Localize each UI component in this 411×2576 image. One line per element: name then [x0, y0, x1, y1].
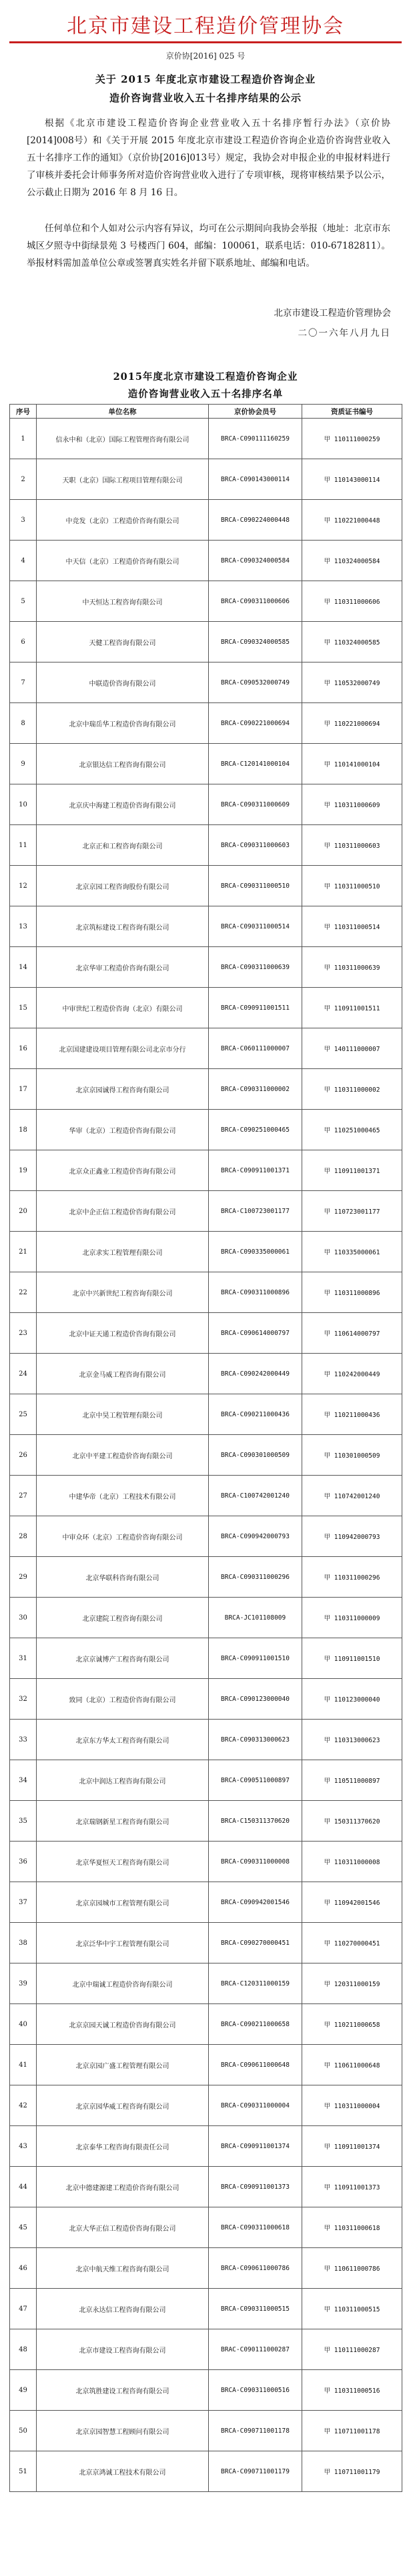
table-row	[10, 2411, 402, 2451]
cell-company-name: 北京筑胜建设工程咨询有限公司	[37, 2370, 209, 2411]
cell-cert-no: 甲 110311000514	[302, 906, 402, 947]
cell-cert-no: 甲 110311000896	[302, 1272, 402, 1313]
cell-company-name: 北京金马威工程咨询有限公司	[37, 1354, 209, 1394]
cell-company-name: 北京京鸿诚工程技术有限公司	[37, 2451, 209, 2492]
table-row	[10, 1110, 402, 1150]
cell-cert-no: 甲 110311000515	[302, 2289, 402, 2329]
table-row	[10, 1557, 402, 1598]
column-header-cert-no: 资质证书编号	[302, 405, 402, 419]
table-row	[10, 2126, 402, 2167]
cell-member-code: BRCA-C090242000449	[209, 1354, 302, 1394]
cell-member-code: BRCA-C100742001240	[209, 1476, 302, 1516]
cell-member-code: BRCA-C090311000004	[209, 2085, 302, 2126]
cell-cert-no: 甲 110335000061	[302, 1232, 402, 1272]
table-row	[10, 1679, 402, 1720]
notice-paragraph-2: 任何单位和个人如对公示内容有异议，均可在公示期间向我协会举报（地址：北京市东城区夕照寺中街绿景苑 3 号楼西门 604，邮编：100061，联系电话：010-67182811）。举报材料需加盖单位公章或签署真实姓名并留下联系地址、邮编和电话。	[27, 223, 390, 269]
cell-company-name: 北京求实工程管理有限公司	[37, 1232, 209, 1272]
notice-title-line1: 关于 2015 年度北京市建设工程造价咨询企业	[95, 73, 316, 85]
cell-company-name: 华审（北京）工程造价咨询有限公司	[37, 1110, 209, 1150]
cell-member-code: BRCA-C090311000514	[209, 906, 302, 947]
cell-company-name: 北京京园城市工程管理有限公司	[37, 1882, 209, 1923]
table-row	[10, 541, 402, 581]
notice-title-line2: 造价咨询营业收入五十名排序结果的公示	[109, 92, 302, 104]
cell-member-code: BRCA-C090211000436	[209, 1394, 302, 1435]
cell-no: 21	[10, 1232, 37, 1272]
cell-cert-no: 甲 110311000606	[302, 581, 402, 622]
cell-cert-no: 甲 110270000451	[302, 1923, 402, 1963]
cell-member-code: BRCA-C090270000451	[209, 1923, 302, 1963]
cell-cert-no: 甲 110324000584	[302, 541, 402, 581]
cell-no: 13	[10, 906, 37, 947]
cell-member-code: BRCA-C090324000584	[209, 541, 302, 581]
cell-member-code: BRCA-C100723001177	[209, 1191, 302, 1232]
cell-no: 14	[10, 947, 37, 988]
cell-member-code: BRCA-C090611000648	[209, 2045, 302, 2085]
cell-member-code: BRCA-C090311000639	[209, 947, 302, 988]
table-row	[10, 1598, 402, 1638]
cell-cert-no: 甲 110301000509	[302, 1435, 402, 1476]
cell-member-code: BRCA-C150311370620	[209, 1801, 302, 1842]
cell-company-name: 中建华帝（北京）工程技术有限公司	[37, 1476, 209, 1516]
cell-cert-no: 甲 110324000585	[302, 622, 402, 662]
cell-member-code: BRCA-C090335000061	[209, 1232, 302, 1272]
table-row	[10, 1272, 402, 1313]
cell-company-name: 北京筑标建设工程咨询有限公司	[37, 906, 209, 947]
ranking-table-body	[10, 419, 402, 2492]
cell-no: 41	[10, 2045, 37, 2085]
cell-no: 50	[10, 2411, 37, 2451]
cell-company-name: 北京国建建设项目管理有限公司北京市分行	[37, 1028, 209, 1069]
list-title-line1: 2015年度北京市建设工程造价咨询企业	[113, 371, 298, 383]
column-header-name: 单位名称	[37, 405, 209, 419]
cell-member-code: BRAC-C090111000287	[209, 2329, 302, 2370]
cell-member-code: BRCA-C090614000797	[209, 1313, 302, 1354]
cell-member-code: BRCA-C090143000114	[209, 459, 302, 500]
table-row	[10, 2289, 402, 2329]
table-row	[10, 459, 402, 500]
document-number: 京价协[2016] 025 号	[165, 51, 246, 61]
column-header-member-code: 京价协会员号	[209, 405, 302, 419]
table-row	[10, 2167, 402, 2207]
cell-cert-no: 甲 110311000002	[302, 1069, 402, 1110]
cell-member-code: BRCA-C090224000448	[209, 500, 302, 541]
cell-no: 40	[10, 2004, 37, 2045]
cell-company-name: 北京中昊工程管理有限公司	[37, 1394, 209, 1435]
cell-company-name: 北京华夏恒天工程咨询有限公司	[37, 1842, 209, 1882]
cell-cert-no: 甲 110311000609	[302, 784, 402, 825]
cell-member-code: BRCA-C120141000104	[209, 744, 302, 784]
cell-cert-no: 甲 110311000009	[302, 1598, 402, 1638]
cell-company-name: 北京京园诚得工程咨询有限公司	[37, 1069, 209, 1110]
cell-company-name: 中联造价咨询有限公司	[37, 662, 209, 703]
table-row	[10, 1516, 402, 1557]
cell-company-name: 北京中润达工程咨询有限公司	[37, 1760, 209, 1801]
cell-member-code: BRCA-C090311000609	[209, 784, 302, 825]
cell-company-name: 北京建院工程咨询有限公司	[37, 1598, 209, 1638]
cell-cert-no: 甲 110123000040	[302, 1679, 402, 1720]
cell-company-name: 北京京园天诚工程造价咨询有限公司	[37, 2004, 209, 2045]
cell-no: 51	[10, 2451, 37, 2492]
cell-company-name: 北京中航天维工程咨询有限公司	[37, 2248, 209, 2289]
cell-no: 35	[10, 1801, 37, 1842]
cell-member-code: BRCA-C120311000159	[209, 1963, 302, 2004]
cell-no: 6	[10, 622, 37, 662]
table-row	[10, 1232, 402, 1272]
table-header-row	[10, 405, 402, 419]
cell-member-code: BRCA-C090311000618	[209, 2207, 302, 2248]
table-row	[10, 1191, 402, 1232]
cell-member-code: BRCA-C090111160259	[209, 419, 302, 459]
cell-cert-no: 甲 110311000618	[302, 2207, 402, 2248]
cell-member-code: BRCA-C090311000516	[209, 2370, 302, 2411]
table-row	[10, 1882, 402, 1923]
cell-no: 24	[10, 1354, 37, 1394]
cell-company-name: 中竞发（北京）工程造价咨询有限公司	[37, 500, 209, 541]
cell-company-name: 北京京园广盛工程管理有限公司	[37, 2045, 209, 2085]
cell-no: 45	[10, 2207, 37, 2248]
cell-member-code: BRCA-C090311000515	[209, 2289, 302, 2329]
cell-company-name: 北京京园华威工程咨询有限公司	[37, 2085, 209, 2126]
cell-cert-no: 甲 110742001240	[302, 1476, 402, 1516]
cell-cert-no: 甲 110221000448	[302, 500, 402, 541]
cell-no: 23	[10, 1313, 37, 1354]
cell-company-name: 北京众正鑫业工程造价咨询有限公司	[37, 1150, 209, 1191]
cell-member-code: BRCA-C060111000007	[209, 1028, 302, 1069]
cell-cert-no: 甲 110711001179	[302, 2451, 402, 2492]
cell-company-name: 北京银达信工程咨询有限公司	[37, 744, 209, 784]
cell-member-code: BRCA-C090324000585	[209, 622, 302, 662]
table-row	[10, 744, 402, 784]
cell-cert-no: 甲 110313000623	[302, 1720, 402, 1760]
list-title-line2: 造价咨询营业收入五十名排序名单	[127, 389, 284, 400]
cell-company-name: 致同（北京）工程造价咨询有限公司	[37, 1679, 209, 1720]
table-row	[10, 622, 402, 662]
cell-no: 17	[10, 1069, 37, 1110]
cell-no: 20	[10, 1191, 37, 1232]
table-row	[10, 1150, 402, 1191]
cell-no: 47	[10, 2289, 37, 2329]
table-row	[10, 2004, 402, 2045]
table-row	[10, 2370, 402, 2411]
cell-no: 46	[10, 2248, 37, 2289]
cell-company-name: 中审世纪工程造价咨询（北京）有限公司	[37, 988, 209, 1028]
cell-no: 28	[10, 1516, 37, 1557]
cell-member-code: BRCA-C090311000606	[209, 581, 302, 622]
cell-cert-no: 甲 110311000639	[302, 947, 402, 988]
cell-member-code: BRCA-C090311000603	[209, 825, 302, 866]
cell-no: 19	[10, 1150, 37, 1191]
cell-company-name: 北京华审工程造价咨询有限公司	[37, 947, 209, 988]
cell-company-name: 北京大华正信工程造价咨询有限公司	[37, 2207, 209, 2248]
cell-no: 18	[10, 1110, 37, 1150]
cell-member-code: BRCA-C090532000749	[209, 662, 302, 703]
table-row	[10, 784, 402, 825]
table-row	[10, 1354, 402, 1394]
cell-company-name: 北京中兴新世纪工程咨询有限公司	[37, 1272, 209, 1313]
cell-cert-no: 甲 110942001546	[302, 1882, 402, 1923]
table-row	[10, 1638, 402, 1679]
cell-member-code: BRCA-C090511000897	[209, 1760, 302, 1801]
cell-company-name: 北京市建设工程咨询有限公司	[37, 2329, 209, 2370]
table-row	[10, 1842, 402, 1882]
table-row	[10, 500, 402, 541]
table-row	[10, 2329, 402, 2370]
cell-member-code: BRCA-C090221000694	[209, 703, 302, 744]
cell-cert-no: 甲 150311370620	[302, 1801, 402, 1842]
cell-no: 7	[10, 662, 37, 703]
cell-no: 43	[10, 2126, 37, 2167]
red-divider	[9, 41, 402, 43]
cell-company-name: 信永中和（北京）国际工程管理咨询有限公司	[37, 419, 209, 459]
cell-company-name: 北京泛华中宇工程管理有限公司	[37, 1923, 209, 1963]
cell-company-name: 北京永达信工程咨询有限公司	[37, 2289, 209, 2329]
cell-no: 27	[10, 1476, 37, 1516]
cell-company-name: 中审众环（北京）工程造价咨询有限公司	[37, 1516, 209, 1557]
table-row	[10, 419, 402, 459]
cell-cert-no: 甲 110311000603	[302, 825, 402, 866]
cell-cert-no: 甲 110723001177	[302, 1191, 402, 1232]
table-row	[10, 1963, 402, 2004]
cell-cert-no: 甲 110111000287	[302, 2329, 402, 2370]
cell-member-code: BRCA-C090611000786	[209, 2248, 302, 2289]
cell-company-name: 北京华联科咨询有限公司	[37, 1557, 209, 1598]
cell-cert-no: 甲 110532000749	[302, 662, 402, 703]
cell-no: 31	[10, 1638, 37, 1679]
cell-member-code: BRCA-C090311000002	[209, 1069, 302, 1110]
org-title: 北京市建设工程造价管理协会	[67, 15, 344, 38]
cell-no: 42	[10, 2085, 37, 2126]
cell-cert-no: 甲 110221000694	[302, 703, 402, 744]
table-row	[10, 1801, 402, 1842]
table-row	[10, 2207, 402, 2248]
cell-member-code: BRCA-C090911001510	[209, 1638, 302, 1679]
table-row	[10, 662, 402, 703]
cell-cert-no: 甲 110911001371	[302, 1150, 402, 1191]
table-row	[10, 1394, 402, 1435]
cell-member-code: BRCA-C090911001371	[209, 1150, 302, 1191]
cell-cert-no: 甲 110911001510	[302, 1638, 402, 1679]
cell-company-name: 北京中企正信工程造价咨询有限公司	[37, 1191, 209, 1232]
cell-cert-no: 甲 110251000465	[302, 1110, 402, 1150]
column-header-no: 序号	[10, 405, 37, 419]
cell-no: 4	[10, 541, 37, 581]
cell-company-name: 北京中瑞诚工程造价咨询有限公司	[37, 1963, 209, 2004]
cell-no: 12	[10, 866, 37, 906]
cell-no: 39	[10, 1963, 37, 2004]
cell-company-name: 北京京园智慧工程顾问有限公司	[37, 2411, 209, 2451]
table-row	[10, 1923, 402, 1963]
cell-company-name: 北京中平建工程造价咨询有限公司	[37, 1435, 209, 1476]
cell-cert-no: 甲 110911001511	[302, 988, 402, 1028]
table-row	[10, 1720, 402, 1760]
cell-cert-no: 甲 110311000004	[302, 2085, 402, 2126]
cell-member-code: BRCA-C090311000296	[209, 1557, 302, 1598]
cell-company-name: 北京东方华太工程咨询有限公司	[37, 1720, 209, 1760]
cell-cert-no: 甲 110942000793	[302, 1516, 402, 1557]
cell-cert-no: 甲 110911001374	[302, 2126, 402, 2167]
cell-company-name: 天职（北京）国际工程项目管理有限公司	[37, 459, 209, 500]
cell-member-code: BRCA-C090123000040	[209, 1679, 302, 1720]
cell-cert-no: 甲 140111000007	[302, 1028, 402, 1069]
cell-no: 5	[10, 581, 37, 622]
cell-no: 26	[10, 1435, 37, 1476]
cell-member-code: BRCA-C090911001373	[209, 2167, 302, 2207]
cell-no: 25	[10, 1394, 37, 1435]
cell-no: 33	[10, 1720, 37, 1760]
cell-cert-no: 甲 120311000159	[302, 1963, 402, 2004]
cell-cert-no: 甲 110141000104	[302, 744, 402, 784]
cell-member-code: BRCA-C090311000896	[209, 1272, 302, 1313]
cell-member-code: BRCA-C090942001546	[209, 1882, 302, 1923]
cell-cert-no: 甲 110611000648	[302, 2045, 402, 2085]
cell-no: 16	[10, 1028, 37, 1069]
cell-company-name: 北京瑞钢新星工程咨询有限公司	[37, 1801, 209, 1842]
cell-member-code: BRCA-C090251000465	[209, 1110, 302, 1150]
cell-member-code: BRCA-C090313000623	[209, 1720, 302, 1760]
cell-member-code: BRCA-C090711001179	[209, 2451, 302, 2492]
cell-no: 32	[10, 1679, 37, 1720]
cell-no: 9	[10, 744, 37, 784]
ranking-table	[9, 404, 402, 2492]
cell-cert-no: 甲 110311000516	[302, 2370, 402, 2411]
notice-paragraph-1: 根据《北京市建设工程造价咨询企业营业收入五十名排序暂行办法》（京价协[2014]008号）和《关于开展 2015 年度北京市建设工程造价咨询企业造价咨询营业收入五十名排序工作的通知》（京价协[2016]013号）规定，我协会对申报企业的申报材料进行了审核并委托会计师事务所对造价咨询营业收入进行了专项审核，现将审核结果予以公示，公示截止日期为 2016 年 8 月 16 日。	[27, 118, 390, 198]
table-row	[10, 1313, 402, 1354]
cell-company-name: 中天信（北京）工程造价咨询有限公司	[37, 541, 209, 581]
table-row	[10, 1069, 402, 1110]
cell-member-code: BRCA-C090211000658	[209, 2004, 302, 2045]
cell-cert-no: 甲 110111000259	[302, 419, 402, 459]
cell-no: 29	[10, 1557, 37, 1598]
cell-company-name: 北京京园工程咨询股份有限公司	[37, 866, 209, 906]
cell-member-code: BRCA-C090942000793	[209, 1516, 302, 1557]
cell-cert-no: 甲 110211000658	[302, 2004, 402, 2045]
cell-no: 8	[10, 703, 37, 744]
cell-no: 22	[10, 1272, 37, 1313]
cell-no: 49	[10, 2370, 37, 2411]
cell-cert-no: 甲 110143000114	[302, 459, 402, 500]
cell-company-name: 北京京诚博产工程咨询有限公司	[37, 1638, 209, 1679]
table-row	[10, 1028, 402, 1069]
cell-company-name: 北京中瑞岳华工程造价咨询有限公司	[37, 703, 209, 744]
cell-member-code: BRCA-C090911001374	[209, 2126, 302, 2167]
cell-company-name: 北京中德建源建工程造价咨询有限公司	[37, 2167, 209, 2207]
cell-member-code: BRCA-C090311000510	[209, 866, 302, 906]
cell-no: 44	[10, 2167, 37, 2207]
cell-cert-no: 甲 110614000797	[302, 1313, 402, 1354]
table-row	[10, 1760, 402, 1801]
cell-cert-no: 甲 110611000786	[302, 2248, 402, 2289]
cell-no: 2	[10, 459, 37, 500]
cell-member-code: BRCA-C090301000509	[209, 1435, 302, 1476]
cell-no: 10	[10, 784, 37, 825]
table-row	[10, 825, 402, 866]
table-row	[10, 2045, 402, 2085]
cell-cert-no: 甲 110711001178	[302, 2411, 402, 2451]
cell-member-code: BRCA-C090911001511	[209, 988, 302, 1028]
cell-cert-no: 甲 110311000296	[302, 1557, 402, 1598]
table-row	[10, 703, 402, 744]
cell-member-code: BRCA-JC101108009	[209, 1598, 302, 1638]
cell-no: 30	[10, 1598, 37, 1638]
cell-no: 38	[10, 1923, 37, 1963]
cell-no: 48	[10, 2329, 37, 2370]
cell-member-code: BRCA-C090711001178	[209, 2411, 302, 2451]
table-row	[10, 2248, 402, 2289]
table-row	[10, 2085, 402, 2126]
cell-no: 3	[10, 500, 37, 541]
table-row	[10, 581, 402, 622]
cell-cert-no: 甲 110511000897	[302, 1760, 402, 1801]
table-row	[10, 2451, 402, 2492]
cell-company-name: 中天恒达工程咨询有限公司	[37, 581, 209, 622]
cell-no: 34	[10, 1760, 37, 1801]
table-row	[10, 906, 402, 947]
cell-no: 15	[10, 988, 37, 1028]
cell-company-name: 北京泰华工程咨询有限责任公司	[37, 2126, 209, 2167]
table-row	[10, 988, 402, 1028]
cell-no: 11	[10, 825, 37, 866]
cell-no: 37	[10, 1882, 37, 1923]
cell-cert-no: 甲 110311000008	[302, 1842, 402, 1882]
cell-no: 1	[10, 419, 37, 459]
table-row	[10, 947, 402, 988]
cell-member-code: BRCA-C090311000008	[209, 1842, 302, 1882]
cell-cert-no: 甲 110311000510	[302, 866, 402, 906]
signer-organization: 北京市建设工程造价管理协会	[274, 308, 391, 319]
cell-company-name: 北京庆中海建工程造价咨询有限公司	[37, 784, 209, 825]
cell-cert-no: 甲 110911001373	[302, 2167, 402, 2207]
signer-date: 二〇一六年八月九日	[298, 328, 391, 339]
cell-company-name: 北京正和工程咨询有限公司	[37, 825, 209, 866]
cell-no: 36	[10, 1842, 37, 1882]
table-row	[10, 1435, 402, 1476]
cell-cert-no: 甲 110211000436	[302, 1394, 402, 1435]
table-row	[10, 866, 402, 906]
cell-company-name: 北京中证天通工程造价咨询有限公司	[37, 1313, 209, 1354]
cell-company-name: 天健工程咨询有限公司	[37, 622, 209, 662]
table-row	[10, 1476, 402, 1516]
cell-cert-no: 甲 110242000449	[302, 1354, 402, 1394]
